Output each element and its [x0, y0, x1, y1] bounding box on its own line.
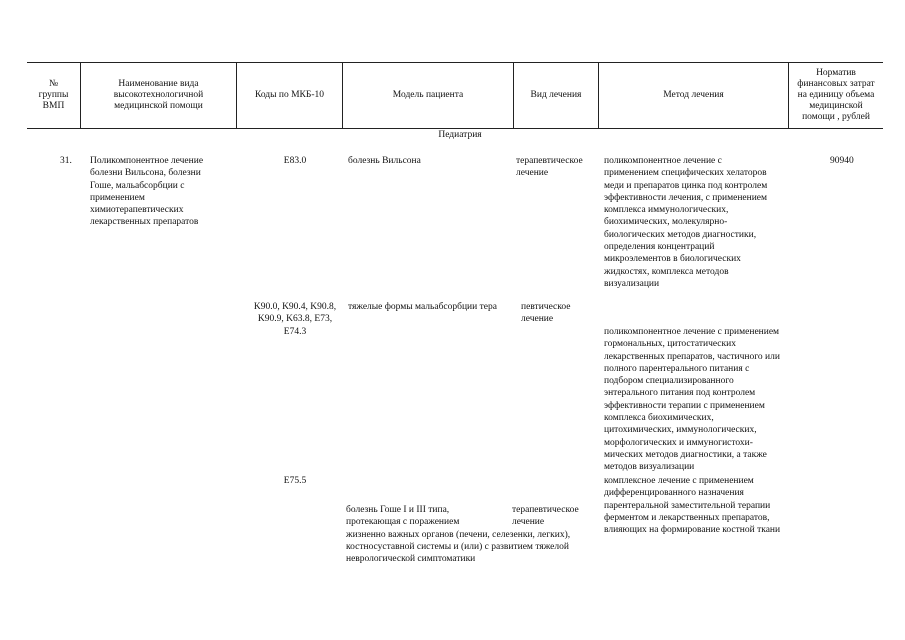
row-1-icd-codes: E83.0	[283, 156, 307, 166]
row-2-treatment-method: поликомпонентное лечение с применением гормональных, цитостатических лекарственных препаратов, частичного или полного парентерального питания с подбором специализированного энтерального питания под контролем эффективности терапии с применением комплекса биохимических, цитохимических, иммунологических, морфологических и иммуногистохи- мических методов диагностики, а также методов визуализации	[604, 327, 780, 473]
header-treatment-type: Вид лечения	[530, 90, 582, 100]
group-care-name: Поликомпонентное лечение болезни Вильсона, болезни Гоше, мальабсорбции с применением химиотерапевтических лекарственных препаратов	[90, 156, 204, 228]
row-1-treatment-type: терапевтическое лечение	[516, 156, 583, 179]
row-3-patient-model: болезнь Гоше I и III типа, протекающая с поражением жизненно важных органов (печени, селезенки, легких), костносуставной системы и (или) с развитием тяжелой неврологической симптоматики	[346, 505, 571, 565]
header-icd-codes: Коды по МКБ-10	[254, 90, 325, 100]
row-2-patient-model: тяжелые формы мальабсорбции тера	[348, 302, 497, 312]
header-patient-model: Модель пациента	[392, 90, 464, 100]
header-treatment-method: Метод лечения	[663, 90, 724, 100]
section-title: Педиатрия	[438, 130, 482, 140]
row-3-icd-codes: E75.5	[283, 476, 307, 486]
header-cost-norm: Норматив финансовых затрат на единицу объема медицинской помощи , рублей	[797, 68, 875, 122]
row-3-treatment-method: комплексное лечение с применением дифференцированного назначения парентеральной заместительной терапии ферментом и лекарственных препаратов, влияющих на формирование костной ткани	[604, 476, 781, 536]
row-1-patient-model: болезнь Вильсона	[348, 156, 421, 166]
group-number: 31.	[60, 156, 72, 166]
header-bottom-rule	[27, 128, 883, 129]
row-1-treatment-method: поликомпонентное лечение с применением специфических хелаторов меди и препаратов цинка под контролем эффективности лечения, с применением комплекса иммунологических, биохимических, молекулярно- биологических методов диагностики, определения концентраций микроэлементов в биологических жидкостях, комплекса методов визуализации	[604, 156, 768, 289]
header-care-type: Наименование вида высокотехнологичной медицинской помощи	[113, 79, 204, 111]
row-2-treatment-type: певтическое лечение	[521, 302, 571, 325]
row-2-icd-codes: K90.0, K90.4, K90.8, K90.9, K63.8, E73, E74.3	[253, 302, 337, 337]
header-group-number: № группы ВМП	[38, 79, 69, 111]
group-cost-norm: 90940	[830, 156, 854, 166]
row-3-treatment-type: терапевтическое лечение	[512, 505, 579, 528]
